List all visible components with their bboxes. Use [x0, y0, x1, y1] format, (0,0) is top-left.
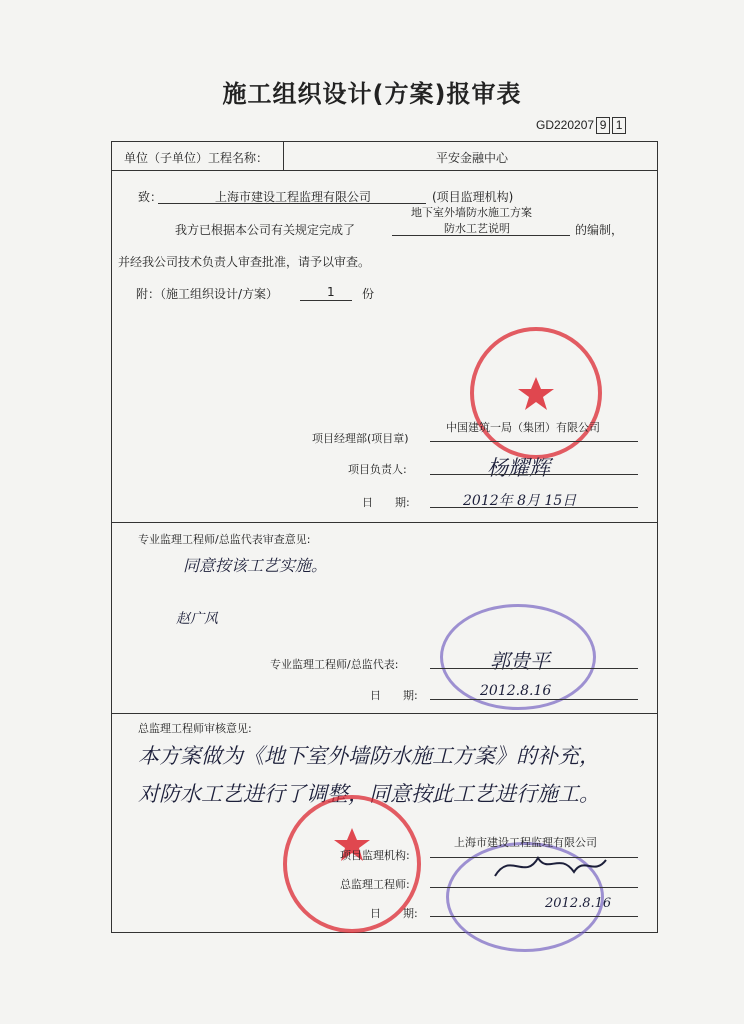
chief-label: 总监理工程师: [340, 878, 410, 891]
line2-prefix: 我方已根据本公司有关规定完成了 [175, 223, 356, 237]
org-value: 上海市建设工程监理有限公司 [454, 836, 597, 849]
divider-section-1 [111, 522, 658, 523]
dept-label: 项目经理部(项目章) [312, 432, 409, 445]
form-code-box-1: 9 [596, 117, 610, 134]
chief-signature-icon [490, 846, 610, 886]
plan-name-a: 地下室外墙防水施工方案 [411, 206, 532, 219]
date3-label: 日 期: [370, 907, 418, 920]
date3-value: 2012.8.16 [545, 896, 612, 911]
attach-count: 1 [327, 285, 335, 299]
date1-label: 日 期: [362, 496, 410, 509]
attach-label: 附：（施工组织设计/方案） [136, 287, 279, 301]
line2-suffix: 的编制， [575, 223, 624, 237]
attach-unit: 份 [362, 287, 375, 301]
project-name-value: 平安金融中心 [436, 151, 509, 165]
seal-star-icon [474, 331, 598, 455]
to-underline [158, 203, 426, 204]
plan-name-b: 防水工艺说明 [444, 222, 510, 235]
engineer-sign-label: 专业监理工程师/总监代表: [270, 658, 399, 671]
to-value: 上海市建设工程监理有限公司 [215, 190, 372, 204]
form-code [536, 117, 626, 134]
form-code-box-2: 1 [612, 117, 626, 134]
dept-underline [430, 441, 638, 442]
date2-value: 2012.8.16 [480, 683, 552, 699]
section2-heading: 专业监理工程师/总监代表审查意见: [138, 533, 311, 546]
section3-opinion-line2: 对防水工艺进行了调整，同意按此工艺进行施工。 [138, 782, 600, 806]
date2-underline [430, 699, 638, 700]
engineer-underline [430, 668, 638, 669]
company-seal-stamp [470, 327, 602, 459]
attach-underline [300, 300, 352, 301]
date1-value: 2012年 8月 15日 [463, 493, 577, 509]
date2-label: 日 期: [370, 689, 418, 702]
project-name-label: 单位（子单位）工程名称： [124, 151, 269, 165]
dept-value: 中国建筑一局（集团）有限公司 [446, 421, 600, 434]
chief-underline [430, 887, 638, 888]
page-title: 施工组织设计(方案)报审表 [222, 80, 522, 108]
manager-label: 项目负责人: [348, 463, 407, 476]
manager-underline [430, 474, 638, 475]
divider-header-col [283, 141, 284, 170]
engineer-signature: 郭贵平 [490, 649, 550, 673]
section3-opinion-line1: 本方案做为《地下室外墙防水施工方案》的补充， [138, 744, 600, 768]
section3-heading: 总监理工程师审核意见: [138, 722, 252, 735]
to-label: 致： [138, 190, 163, 204]
line3-text: 并经我公司技术负责人审查批准，请予以审查。 [118, 255, 371, 269]
org-label: 项目监理机构: [340, 849, 410, 862]
to-suffix: (项目监理机构) [432, 190, 514, 204]
divider-header [111, 170, 658, 171]
date3-underline [430, 916, 638, 917]
section2-signer-note: 赵广风 [176, 611, 218, 627]
plan-underline [392, 235, 570, 236]
date1-underline [430, 507, 638, 508]
manager-signature: 杨耀辉 [487, 456, 550, 480]
form-code-prefix: GD220207 [536, 118, 595, 132]
divider-section-2 [111, 713, 658, 714]
section2-opinion: 同意按该工艺实施。 [183, 556, 328, 575]
